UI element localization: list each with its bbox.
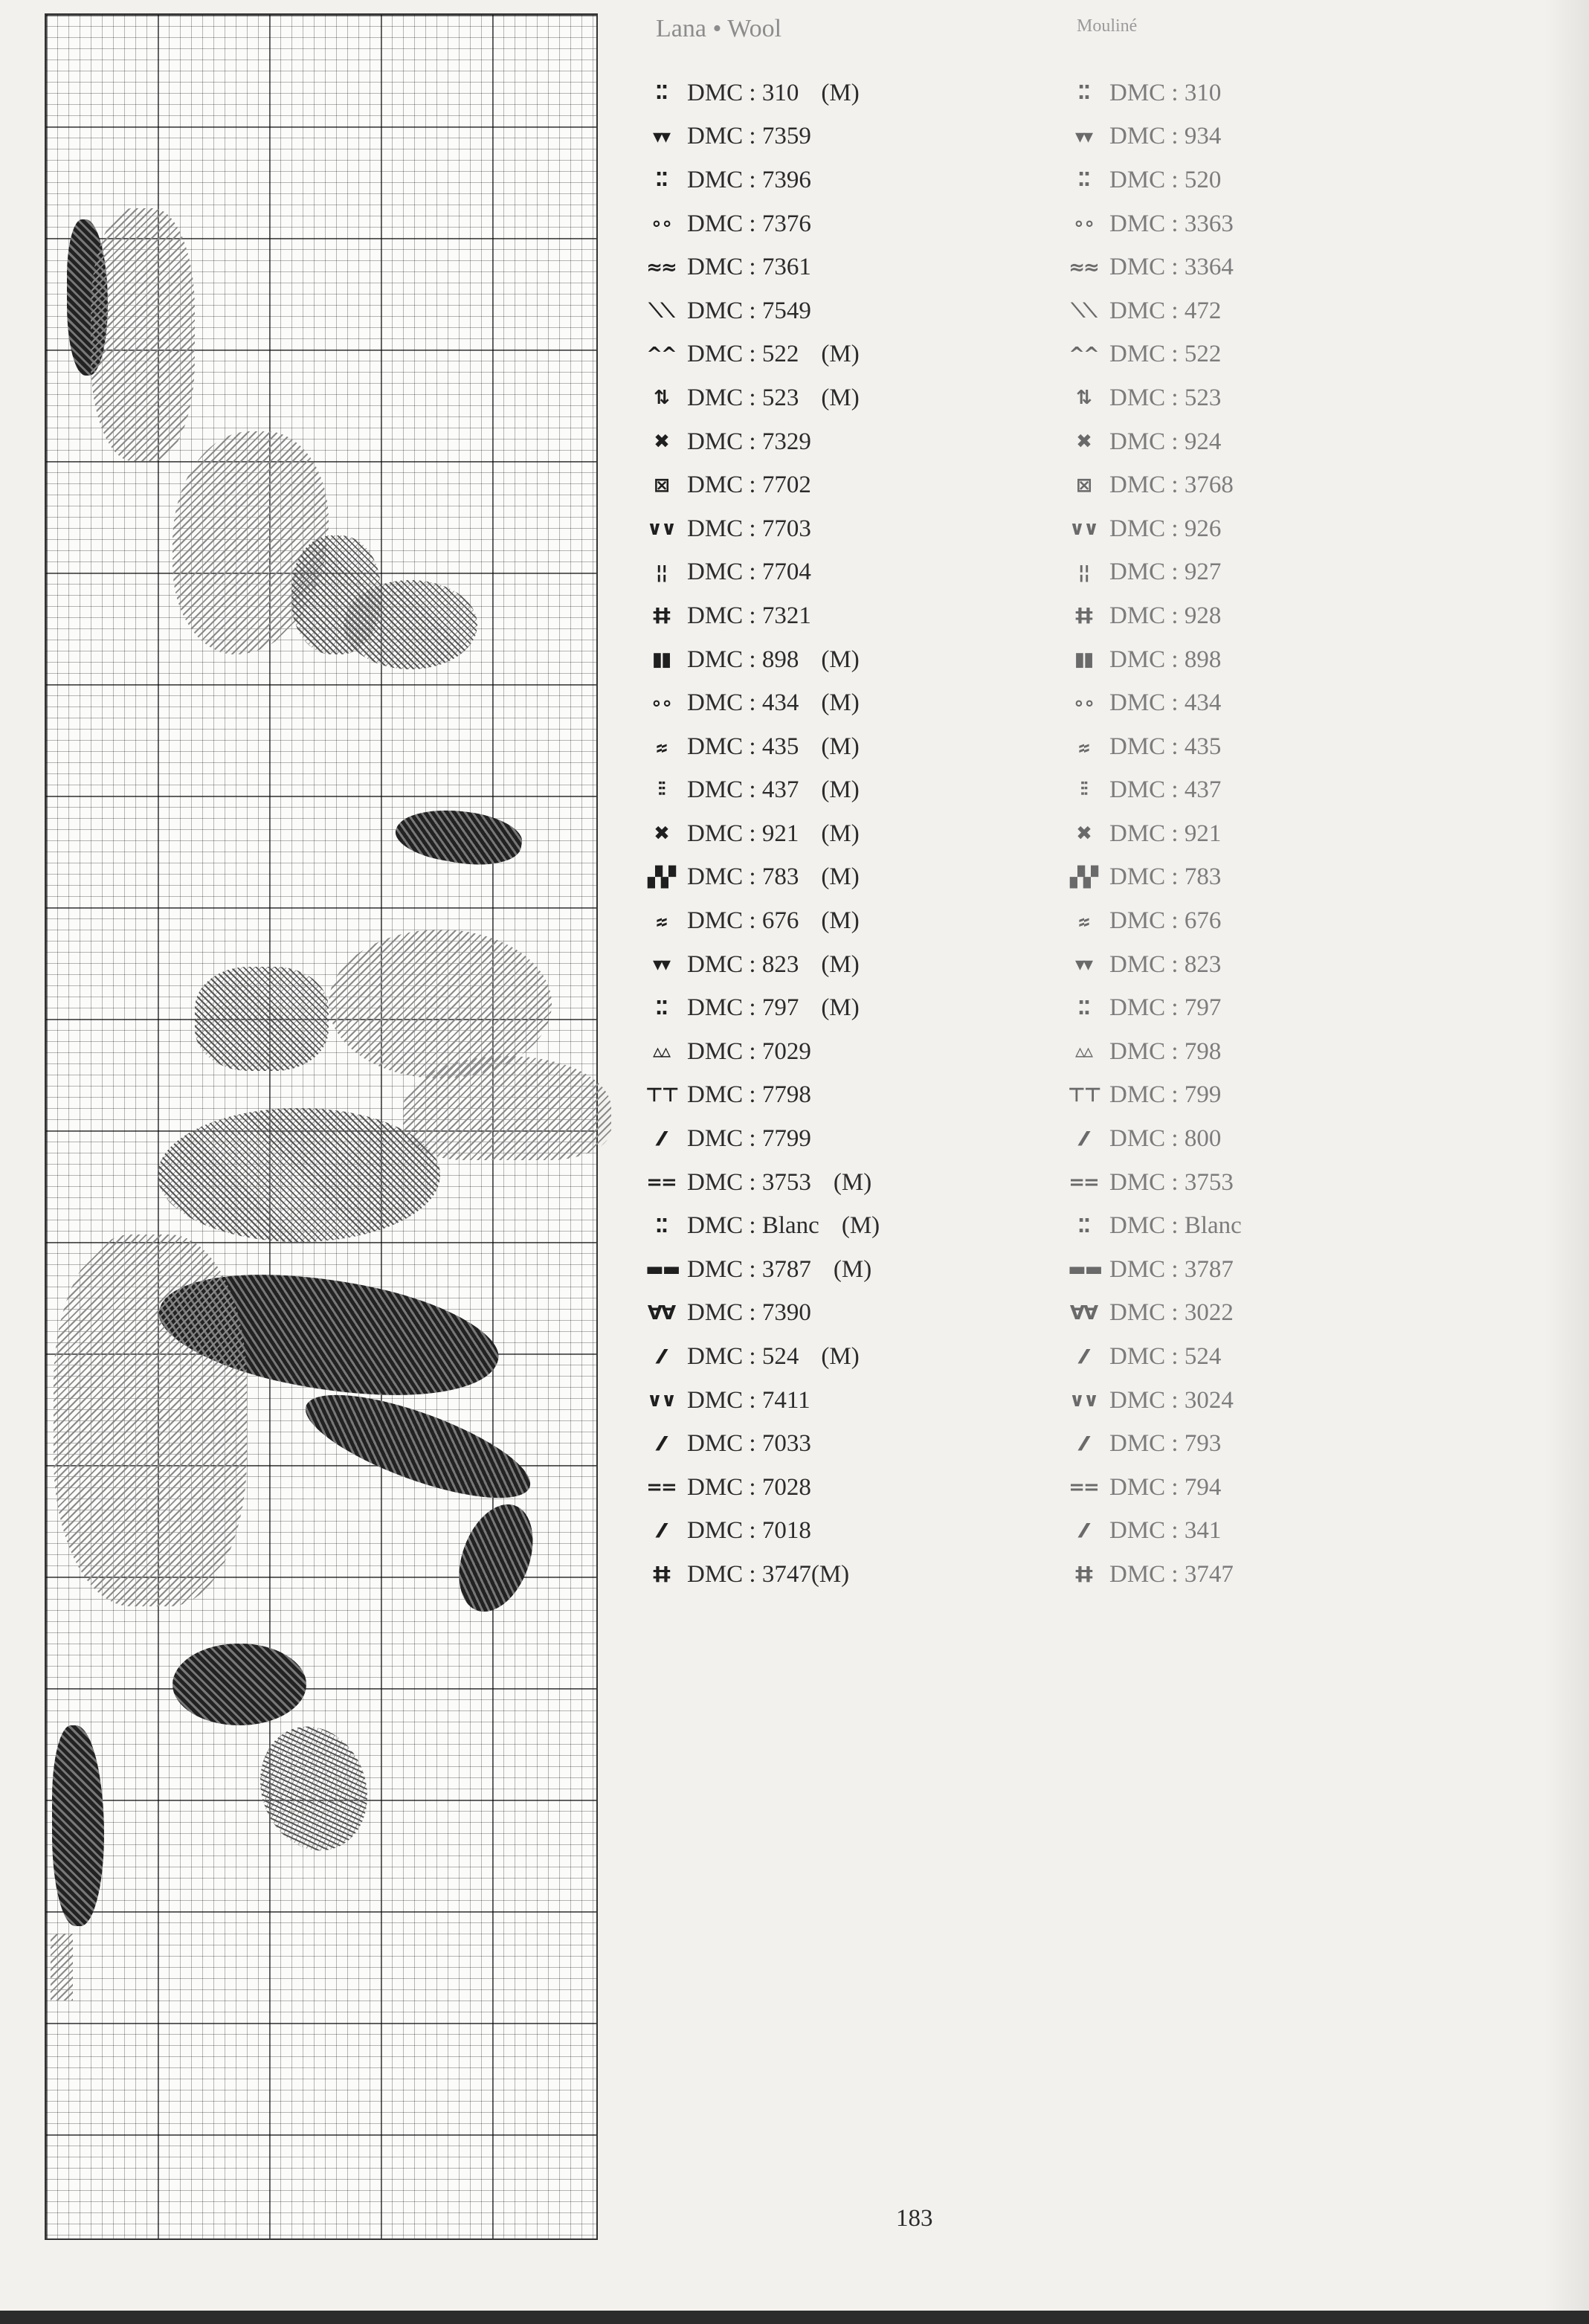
- stitch-symbol-icon: ¦¦: [655, 561, 667, 584]
- dmc-code: DMC : 7376: [687, 210, 811, 237]
- mouline-flag: (M): [821, 1343, 860, 1371]
- stitch-symbol-icon: ≈≈: [646, 256, 676, 279]
- key-entry: [645, 943, 880, 987]
- dmc-code: DMC : 798: [1109, 1037, 1222, 1065]
- stitch-symbol-icon: ▞▞: [1070, 866, 1097, 889]
- dmc-code: DMC : 898: [1109, 646, 1222, 673]
- dmc-code: DMC : 823: [1109, 950, 1222, 978]
- dmc-code: DMC : 524: [1109, 1343, 1222, 1371]
- stitch-symbol-icon: ⁄⁄: [1081, 1519, 1086, 1542]
- stitch-symbol-icon: ⁄⁄: [659, 1519, 663, 1542]
- stitch-symbol-icon: ‡‡: [653, 605, 669, 628]
- dmc-code: DMC : 7549: [687, 297, 811, 324]
- mouline-flag: (M): [821, 341, 860, 368]
- dmc-code: DMC : 800: [1109, 1125, 1222, 1153]
- key-entry: [645, 158, 880, 202]
- dmc-code: DMC : 435: [687, 733, 799, 760]
- dmc-code: DMC : 783: [687, 863, 799, 891]
- scan-edge: [0, 2311, 1589, 2324]
- dmc-code: DMC : 921: [687, 820, 799, 847]
- dmc-code: DMC : 3363: [1109, 210, 1234, 237]
- stitch-symbol-icon: ✖: [1076, 823, 1091, 846]
- dmc-code: DMC : 3787: [1109, 1255, 1234, 1283]
- stitch-symbol-icon: ⟍⟍: [648, 299, 674, 322]
- key-entry: [1068, 594, 1242, 638]
- dmc-code: DMC : 7704: [687, 559, 811, 586]
- dmc-code: DMC : 472: [1109, 297, 1222, 324]
- dmc-code: DMC : 921: [1109, 820, 1222, 847]
- key-entry: [645, 1204, 880, 1248]
- dmc-code: DMC : 522: [1109, 341, 1222, 368]
- dmc-code: DMC : 3787: [687, 1255, 811, 1283]
- stitch-symbol-icon: ⁚⁚: [655, 1214, 667, 1237]
- stitch-symbol-icon: ⁚⁚: [1077, 997, 1089, 1020]
- stitch-symbol-icon: ⁚⁚: [1077, 1214, 1089, 1237]
- stitch-symbol-icon: ⁚⁚: [1077, 82, 1089, 105]
- key-entry: [645, 856, 880, 900]
- key-entry: [645, 594, 880, 638]
- key-entry: [645, 812, 880, 856]
- key-entry: [1068, 856, 1242, 900]
- stitch-symbol-icon: ==: [1069, 1476, 1098, 1499]
- key-entry: [1068, 1335, 1242, 1379]
- dmc-code: DMC : 522: [687, 341, 799, 368]
- stitch-symbol-icon: ∀∀: [647, 1301, 675, 1324]
- key-entry: [645, 333, 880, 377]
- mouline-flag: (M): [821, 733, 860, 760]
- dmc-code: DMC : 523: [687, 384, 799, 411]
- stitch-symbol-icon: ⊤⊤: [1068, 1084, 1100, 1107]
- stitch-symbol-icon: ^^: [1069, 343, 1098, 366]
- key-entry: [1068, 1204, 1242, 1248]
- chart-motif: [173, 1644, 306, 1725]
- dmc-code: DMC : 797: [687, 994, 799, 1022]
- wool-header: Lana • Wool: [656, 15, 782, 42]
- dmc-code: DMC : 7411: [687, 1386, 810, 1414]
- chart-motif: [91, 208, 195, 461]
- key-entry: [1068, 71, 1242, 115]
- key-entry: [645, 1117, 880, 1161]
- mouline-header: Mouliné: [1077, 16, 1138, 36]
- chart-motif: [195, 967, 329, 1071]
- stitch-symbol-icon: ▾▾: [652, 953, 670, 976]
- dmc-code: DMC : 934: [1109, 123, 1222, 150]
- stitch-symbol-icon: ✖: [654, 431, 668, 454]
- stitch-symbol-icon: ⁚⁚: [655, 169, 667, 192]
- stitch-symbol-icon: ∨∨: [1069, 1389, 1098, 1412]
- key-entry: [1068, 507, 1242, 551]
- key-entry: [1068, 1553, 1242, 1597]
- key-entry: [1068, 1510, 1242, 1554]
- stitch-symbol-icon: ▵▵: [652, 1040, 670, 1063]
- stitch-symbol-icon: ≈≈: [1069, 256, 1098, 279]
- key-entry: [645, 376, 880, 420]
- stitch-symbol-icon: ⫶⫶: [1080, 779, 1087, 802]
- key-entry: [1068, 1074, 1242, 1118]
- dmc-code: DMC : 676: [687, 907, 799, 935]
- key-entry: [645, 638, 880, 682]
- stitch-symbol-icon: ⊠: [654, 474, 668, 497]
- key-entry: [1068, 420, 1242, 464]
- key-entry: [1068, 769, 1242, 813]
- chart-motif: [54, 1235, 247, 1606]
- dmc-code: DMC : 3753: [687, 1168, 811, 1196]
- stitch-symbol-icon: ⸗⸗: [1078, 910, 1089, 933]
- dmc-code: DMC : 3753: [1109, 1168, 1234, 1196]
- dmc-code: DMC : 7390: [687, 1299, 811, 1327]
- mouline-flag: (M): [833, 1168, 872, 1196]
- stitch-symbol-icon: ⁄⁄: [659, 1127, 663, 1150]
- key-entry: [1068, 986, 1242, 1030]
- dmc-code: DMC : 7799: [687, 1125, 811, 1153]
- dmc-code: DMC : 3024: [1109, 1386, 1234, 1414]
- stitch-symbol-icon: ⫶⫶: [657, 779, 665, 802]
- stitch-symbol-icon: ⟍⟍: [1071, 299, 1096, 322]
- stitch-symbol-icon: ▬▬: [1068, 1258, 1102, 1281]
- dmc-code: DMC : 797: [1109, 994, 1222, 1022]
- key-entry: [645, 289, 880, 333]
- stitch-symbol-icon: ⁄⁄: [1081, 1432, 1086, 1455]
- key-entry: [645, 420, 880, 464]
- key-entry: [645, 1248, 880, 1292]
- dmc-code: DMC : 523: [1109, 384, 1222, 411]
- stitch-symbol-icon: ▬▬: [645, 1258, 680, 1281]
- dmc-code: DMC : 7703: [687, 515, 811, 542]
- dmc-code: DMC : 927: [1109, 559, 1222, 586]
- key-entry: [645, 507, 880, 551]
- stitch-symbol-icon: ∘∘: [1072, 213, 1095, 236]
- key-entry: [1068, 638, 1242, 682]
- key-entry: [1068, 725, 1242, 769]
- key-entry: [645, 1030, 880, 1074]
- key-entry: [1068, 1161, 1242, 1205]
- cross-stitch-chart: [45, 13, 598, 2240]
- mouline-color-key: [1068, 71, 1242, 1597]
- dmc-code: DMC : 7798: [687, 1081, 811, 1109]
- dmc-code: DMC : 794: [1109, 1473, 1222, 1501]
- mouline-flag: (M): [821, 950, 860, 978]
- key-entry: [1068, 943, 1242, 987]
- chart-motif: [344, 580, 477, 669]
- key-entry: [645, 1466, 880, 1510]
- dmc-code: DMC : 783: [1109, 863, 1222, 891]
- key-entry: [1068, 899, 1242, 943]
- chart-motif: [51, 1934, 73, 2000]
- dmc-code: DMC : 823: [687, 950, 799, 978]
- dmc-code: DMC : 928: [1109, 602, 1222, 629]
- dmc-code: DMC : 7321: [687, 602, 811, 629]
- key-entry: [645, 681, 880, 725]
- key-entry: [1068, 1422, 1242, 1466]
- key-entry: [645, 1161, 880, 1205]
- stitch-symbol-icon: ⸗⸗: [656, 910, 666, 933]
- key-entry: [645, 202, 880, 246]
- chart-motif: [158, 1108, 440, 1242]
- mouline-flag: (M): [841, 1212, 880, 1240]
- key-entry: [1068, 115, 1242, 159]
- key-entry: [645, 1292, 880, 1336]
- dmc-code: DMC : 7018: [687, 1517, 811, 1545]
- chart-motif: [392, 800, 526, 873]
- key-entry: [645, 551, 880, 595]
- stitch-symbol-icon: ∘∘: [650, 213, 672, 236]
- dmc-code: DMC : 676: [1109, 907, 1222, 935]
- dmc-code: DMC : 7033: [687, 1430, 811, 1458]
- mouline-flag: (M): [833, 1255, 872, 1283]
- dmc-code: DMC : 7029: [687, 1037, 811, 1065]
- key-entry: [1068, 1379, 1242, 1423]
- dmc-code: DMC : 7028: [687, 1473, 811, 1501]
- key-entry: [1068, 1466, 1242, 1510]
- dmc-code: DMC : 926: [1109, 515, 1222, 542]
- key-entry: [645, 245, 880, 289]
- wool-color-key: [645, 71, 880, 1597]
- dmc-code: DMC : 437: [687, 776, 799, 804]
- dmc-code: DMC : 434: [1109, 689, 1222, 717]
- stitch-symbol-icon: ▾▾: [1074, 953, 1092, 976]
- key-entry: [645, 1335, 880, 1379]
- dmc-code: DMC : 7329: [687, 428, 811, 455]
- key-entry: [645, 1553, 880, 1597]
- dmc-code: DMC : 7361: [687, 254, 811, 281]
- stitch-symbol-icon: ⁄⁄: [659, 1432, 663, 1455]
- key-entry: [645, 1422, 880, 1466]
- dmc-code: DMC : 3747(M): [687, 1560, 850, 1588]
- dmc-code: DMC : 435: [1109, 733, 1222, 760]
- stitch-symbol-icon: ▾▾: [1074, 125, 1092, 148]
- stitch-symbol-icon: ▮▮: [651, 648, 671, 672]
- page-shadow: [1544, 0, 1589, 2324]
- key-entry: [1068, 812, 1242, 856]
- stitch-symbol-icon: ⁄⁄: [659, 1345, 663, 1368]
- stitch-symbol-icon: ▾▾: [652, 125, 670, 148]
- mouline-flag: (M): [821, 820, 860, 847]
- mouline-flag: (M): [821, 646, 860, 673]
- stitch-symbol-icon: ▮▮: [1074, 648, 1093, 672]
- mouline-flag: (M): [821, 79, 860, 106]
- stitch-symbol-icon: ‡‡: [653, 1563, 669, 1586]
- dmc-code: DMC : 341: [1109, 1517, 1222, 1545]
- dmc-code: DMC : 924: [1109, 428, 1222, 455]
- stitch-symbol-icon: ⸗⸗: [656, 735, 666, 759]
- stitch-symbol-icon: ⊠: [1076, 474, 1091, 497]
- page-number: 183: [896, 2205, 933, 2232]
- chart-motif: [445, 1494, 547, 1622]
- key-entry: [1068, 245, 1242, 289]
- stitch-symbol-icon: ‡‡: [1075, 1563, 1092, 1586]
- chart-motif: [243, 1711, 384, 1866]
- mouline-flag: (M): [821, 907, 860, 935]
- key-entry: [1068, 463, 1242, 507]
- key-entry: [1068, 1292, 1242, 1336]
- dmc-code: DMC : 7396: [687, 166, 811, 193]
- key-entry: [1068, 1030, 1242, 1074]
- dmc-code: DMC : 524: [687, 1343, 799, 1371]
- stitch-symbol-icon: ∨∨: [646, 1389, 676, 1412]
- key-entry: [1068, 333, 1242, 377]
- stitch-symbol-icon: ⇅: [1076, 387, 1091, 410]
- dmc-code: DMC : 7359: [687, 123, 811, 150]
- stitch-symbol-icon: ⸗⸗: [1078, 735, 1089, 759]
- chart-motif: [52, 1725, 104, 1926]
- key-entry: [645, 1510, 880, 1554]
- stitch-symbol-icon: ▵▵: [1074, 1040, 1092, 1063]
- dmc-code: DMC : Blanc: [1109, 1212, 1242, 1240]
- dmc-code: DMC : Blanc: [687, 1212, 819, 1240]
- key-entry: [645, 1379, 880, 1423]
- dmc-code: DMC : 3747: [1109, 1560, 1234, 1588]
- dmc-code: DMC : 434: [687, 689, 799, 717]
- stitch-symbol-icon: ==: [646, 1171, 676, 1194]
- stitch-symbol-icon: ==: [1069, 1171, 1098, 1194]
- key-entry: [645, 725, 880, 769]
- dmc-code: DMC : 799: [1109, 1081, 1222, 1109]
- dmc-code: DMC : 898: [687, 646, 799, 673]
- key-entry: [1068, 681, 1242, 725]
- key-entry: [645, 986, 880, 1030]
- stitch-symbol-icon: ⊤⊤: [645, 1084, 678, 1107]
- dmc-code: DMC : 437: [1109, 776, 1222, 804]
- key-entry: [645, 769, 880, 813]
- stitch-symbol-icon: ==: [646, 1476, 676, 1499]
- key-entry: [1068, 551, 1242, 595]
- stitch-symbol-icon: ▞▞: [648, 866, 674, 889]
- key-entry: [645, 899, 880, 943]
- key-entry: [1068, 289, 1242, 333]
- dmc-code: DMC : 310: [1109, 79, 1222, 106]
- dmc-code: DMC : 3022: [1109, 1299, 1234, 1327]
- key-entry: [1068, 376, 1242, 420]
- stitch-symbol-icon: ∀∀: [1069, 1301, 1098, 1324]
- key-entry: [1068, 1248, 1242, 1292]
- key-entry: [1068, 1117, 1242, 1161]
- mouline-flag: (M): [821, 384, 860, 411]
- mouline-flag: (M): [821, 689, 860, 717]
- stitch-symbol-icon: ^^: [646, 343, 676, 366]
- stitch-symbol-icon: ‡‡: [1075, 605, 1092, 628]
- key-entry: [645, 71, 880, 115]
- stitch-symbol-icon: ⇅: [654, 387, 668, 410]
- key-entry: [645, 1074, 880, 1118]
- stitch-symbol-icon: ∘∘: [650, 692, 672, 715]
- mouline-flag: (M): [821, 776, 860, 804]
- stitch-symbol-icon: ⁚⁚: [655, 82, 667, 105]
- stitch-symbol-icon: ⁄⁄: [1081, 1345, 1086, 1368]
- key-entry: [645, 115, 880, 159]
- mouline-flag: (M): [821, 863, 860, 891]
- stitch-symbol-icon: ⁚⁚: [655, 997, 667, 1020]
- stitch-symbol-icon: ¦¦: [1077, 561, 1089, 584]
- dmc-code: DMC : 793: [1109, 1430, 1222, 1458]
- key-entry: [1068, 158, 1242, 202]
- dmc-code: DMC : 7702: [687, 471, 811, 499]
- chart-motif: [294, 1374, 541, 1519]
- key-entry: [1068, 202, 1242, 246]
- dmc-code: DMC : 3768: [1109, 471, 1234, 499]
- stitch-symbol-icon: ✖: [654, 823, 668, 846]
- stitch-symbol-icon: ⁄⁄: [1081, 1127, 1086, 1150]
- stitch-symbol-icon: ∘∘: [1072, 692, 1095, 715]
- chart-motif: [403, 1056, 611, 1160]
- stitch-symbol-icon: ∨∨: [1069, 518, 1098, 541]
- dmc-code: DMC : 3364: [1109, 254, 1234, 281]
- mouline-flag: (M): [821, 994, 860, 1022]
- stitch-symbol-icon: ✖: [1076, 431, 1091, 454]
- key-entry: [645, 463, 880, 507]
- dmc-code: DMC : 310: [687, 79, 799, 106]
- dmc-code: DMC : 520: [1109, 166, 1222, 193]
- stitch-symbol-icon: ⁚⁚: [1077, 169, 1089, 192]
- stitch-symbol-icon: ∨∨: [646, 518, 676, 541]
